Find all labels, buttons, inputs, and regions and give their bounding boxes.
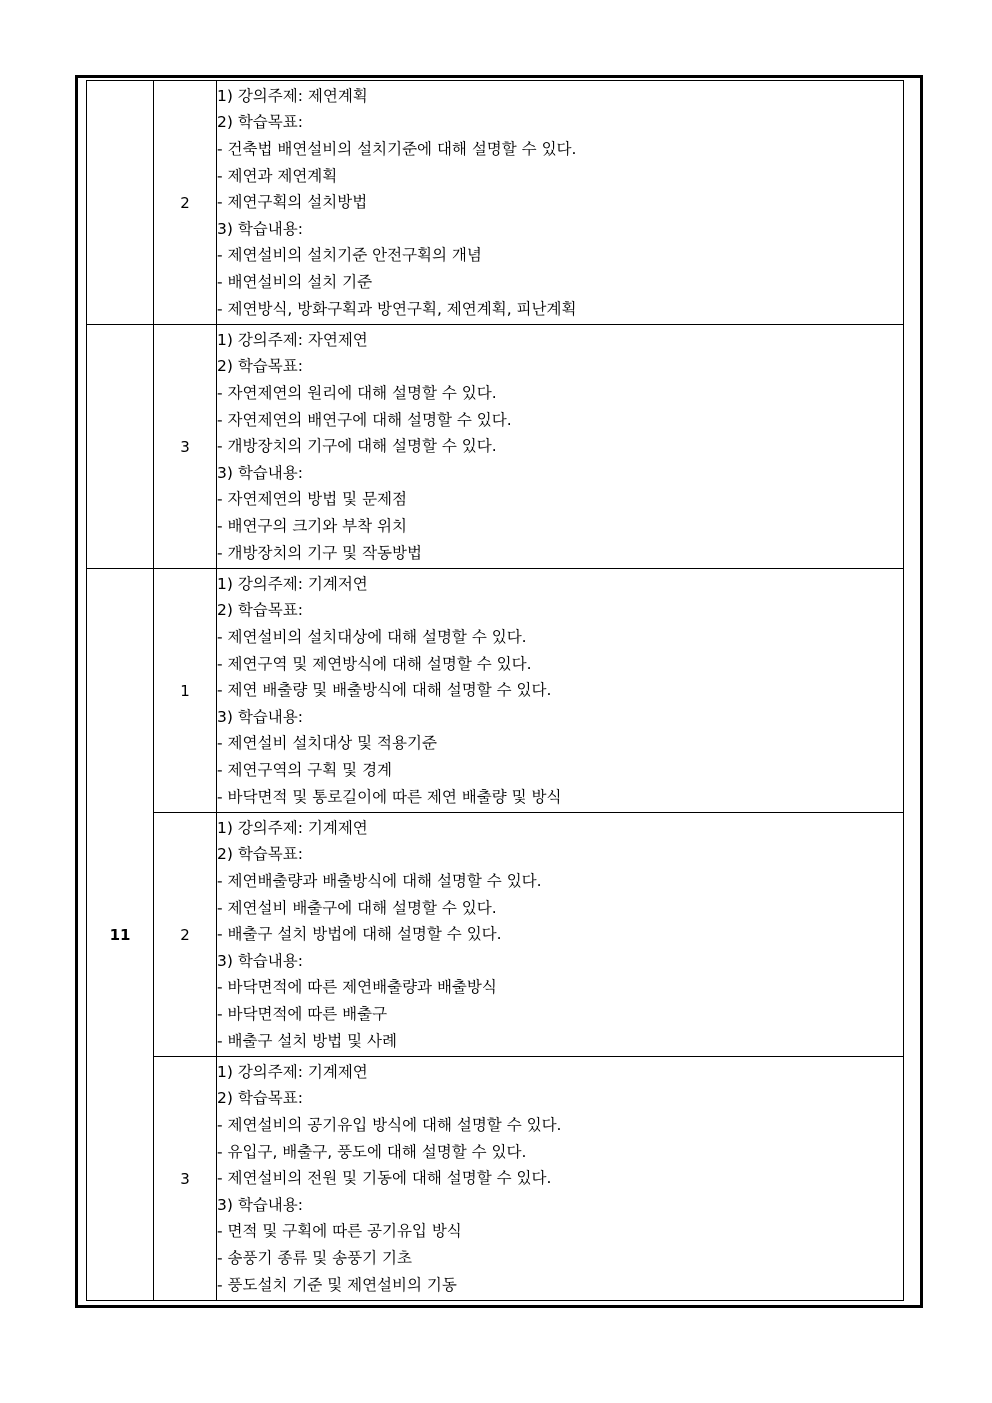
content-line: - 제연방식, 방화구획과 방연구획, 제연계획, 피난계획	[217, 299, 577, 318]
session-cell: 3	[154, 1057, 217, 1301]
syllabus-table-body	[87, 81, 904, 1301]
content-cell	[217, 569, 904, 813]
content-line: - 제연설비의 전원 및 기동에 대해 설명할 수 있다.	[217, 1169, 552, 1188]
content-cell	[217, 325, 904, 569]
content-line: 2) 학습목표:	[217, 845, 303, 864]
content-line: 1) 강의주제: 기계제연	[217, 1062, 368, 1081]
content-line: - 제연과 제연계획	[217, 166, 338, 185]
content-line: 3) 학습내용:	[217, 219, 303, 238]
content-cell	[217, 81, 904, 325]
session-cell: 3	[154, 325, 217, 569]
content-line: - 면적 및 구획에 따른 공기유입 방식	[217, 1222, 462, 1241]
content-line: 1) 강의주제: 자연제연	[217, 330, 368, 349]
content-line: - 바닥면적에 따른 배출구	[217, 1004, 388, 1023]
content-line: - 배출구 설치 방법에 대해 설명할 수 있다.	[217, 925, 502, 944]
content-line: - 배연구의 크기와 부착 위치	[217, 516, 408, 535]
content-line: - 제연배출량과 배출방식에 대해 설명할 수 있다.	[217, 872, 542, 891]
table-row	[87, 81, 904, 325]
content-line: - 배출구 설치 방법 및 사례	[217, 1031, 397, 1050]
content-line: - 제연설비의 설치대상에 대해 설명할 수 있다.	[217, 628, 527, 647]
content-line: - 자연제연의 방법 및 문제점	[217, 490, 408, 509]
week-cell	[87, 325, 154, 569]
content-line: - 풍도설치 기준 및 제연설비의 기동	[217, 1275, 457, 1294]
table-row	[87, 813, 904, 1057]
content-line: 2) 학습목표:	[217, 1089, 303, 1108]
content-line: - 개방장치의 기구 및 작동방법	[217, 543, 422, 562]
content-line: 3) 학습내용:	[217, 951, 303, 970]
content-line: - 제연 배출량 및 배출방식에 대해 설명할 수 있다.	[217, 681, 552, 700]
content-line: - 제연구역의 구획 및 경계	[217, 760, 393, 779]
content-line: - 배연설비의 설치 기준	[217, 272, 373, 291]
content-line: - 유입구, 배출구, 풍도에 대해 설명할 수 있다.	[217, 1142, 527, 1161]
content-line: - 제연구역 및 제연방식에 대해 설명할 수 있다.	[217, 654, 532, 673]
content-line: 1) 강의주제: 기계저연	[217, 574, 368, 593]
content-line: 3) 학습내용:	[217, 1195, 303, 1214]
content-cell	[217, 1057, 904, 1301]
table-row	[87, 569, 904, 813]
content-line: - 제연설비의 설치기준 안전구획의 개념	[217, 246, 482, 265]
content-line: 2) 학습목표:	[217, 601, 303, 620]
week-cell	[87, 81, 154, 325]
content-line: - 건축법 배연설비의 설치기준에 대해 설명할 수 있다.	[217, 140, 577, 159]
syllabus-table	[86, 80, 904, 1301]
content-line: - 송풍기 종류 및 송풍기 기초	[217, 1248, 412, 1267]
content-line: - 자연제연의 원리에 대해 설명할 수 있다.	[217, 384, 497, 403]
content-line: 2) 학습목표:	[217, 357, 303, 376]
content-line: 3) 학습내용:	[217, 463, 303, 482]
week-cell: 11	[87, 569, 154, 1301]
content-cell	[217, 813, 904, 1057]
table-row	[87, 1057, 904, 1301]
table-row	[87, 325, 904, 569]
content-line: - 제연설비 설치대상 및 적용기준	[217, 734, 437, 753]
session-cell: 1	[154, 569, 217, 813]
content-line: 2) 학습목표:	[217, 113, 303, 132]
content-line: 1) 강의주제: 기계제연	[217, 818, 368, 837]
content-line: - 제연설비의 공기유입 방식에 대해 설명할 수 있다.	[217, 1116, 562, 1135]
session-cell: 2	[154, 813, 217, 1057]
content-line: - 제연구획의 설치방법	[217, 193, 368, 212]
content-line: - 개방장치의 기구에 대해 설명할 수 있다.	[217, 437, 497, 456]
content-line: 3) 학습내용:	[217, 707, 303, 726]
content-line: - 자연제연의 배연구에 대해 설명할 수 있다.	[217, 410, 512, 429]
content-line: - 바닥면적에 따른 제연배출량과 배출방식	[217, 978, 497, 997]
content-line: 1) 강의주제: 제연계획	[217, 86, 368, 105]
content-line: - 제연설비 배출구에 대해 설명할 수 있다.	[217, 898, 497, 917]
session-cell: 2	[154, 81, 217, 325]
content-line: - 바닥면적 및 통로길이에 따른 제연 배출량 및 방식	[217, 787, 562, 806]
